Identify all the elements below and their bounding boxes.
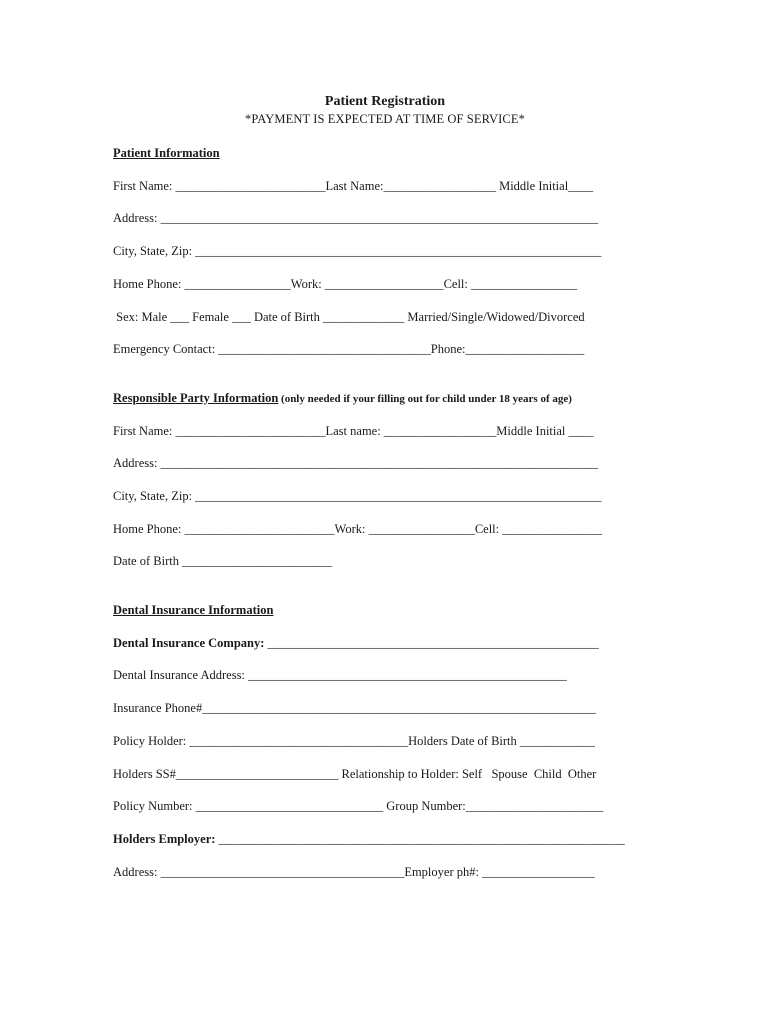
policy-number-field[interactable]: Policy Number: ______________________________ Group Number:______________________ [113, 799, 604, 813]
policy-holder-field[interactable]: Policy Holder: ___________________________________Holders Date of Birth ____________ [113, 734, 595, 748]
responsible-name-field[interactable]: First Name: ________________________Last name: __________________Middle Initial ____ [113, 424, 594, 438]
patient-address-field[interactable]: Address: ______________________________________________________________________ [113, 211, 599, 225]
responsible-phone-field[interactable]: Home Phone: ________________________Work: _________________Cell: ________________ [113, 522, 603, 536]
insurance-company-label: Dental Insurance Company: [113, 636, 265, 650]
responsible-city-field[interactable]: City, State, Zip: _________________________________________________________________ [113, 489, 602, 503]
insurance-phone-field[interactable]: Insurance Phone#_______________________________________________________________ [113, 701, 596, 715]
form-title: Patient Registration [324, 94, 446, 109]
holder-employer-blank[interactable]: _________________________________________________________________ [215, 832, 625, 846]
responsible-party-heading: Responsible Party Information [113, 391, 279, 405]
holder-employer-label: Holders Employer: [113, 832, 216, 846]
patient-name-field[interactable]: First Name: ________________________Last Name:__________________ Middle Initial____ [113, 179, 594, 193]
dental-insurance-heading: Dental Insurance Information [113, 603, 274, 617]
holder-employer-field[interactable] [113, 831, 625, 847]
patient-sex-dob-field[interactable]: Sex: Male ___ Female ___ Date of Birth _____________ Married/Single/Widowed/Divorced [113, 310, 585, 324]
responsible-party-note: (only needed if your filling out for child under 18 years of age) [278, 393, 572, 405]
patient-city-field[interactable]: City, State, Zip: _________________________________________________________________ [113, 244, 602, 258]
employer-address-field[interactable]: Address: _______________________________________Employer ph#: __________________ [113, 865, 595, 879]
insurance-company-blank[interactable]: _____________________________________________________ [264, 636, 599, 650]
patient-phone-field[interactable]: Home Phone: _________________Work: ___________________Cell: _________________ [113, 277, 578, 291]
patient-info-heading: Patient Information [113, 146, 220, 160]
insurance-company-field[interactable] [113, 635, 599, 651]
responsible-address-field[interactable]: Address: ______________________________________________________________________ [113, 456, 599, 470]
insurance-address-field[interactable]: Dental Insurance Address: ___________________________________________________ [113, 668, 567, 682]
responsible-dob-field[interactable]: Date of Birth ________________________ [113, 554, 333, 568]
responsible-party-heading-row [113, 390, 572, 407]
holder-ss-field[interactable]: Holders SS#__________________________ Relationship to Holder: Self Spouse Child Other [113, 767, 597, 781]
emergency-contact-field[interactable]: Emergency Contact: __________________________________Phone:___________________ [113, 342, 585, 356]
payment-notice: *PAYMENT IS EXPECTED AT TIME OF SERVICE* [245, 112, 525, 126]
